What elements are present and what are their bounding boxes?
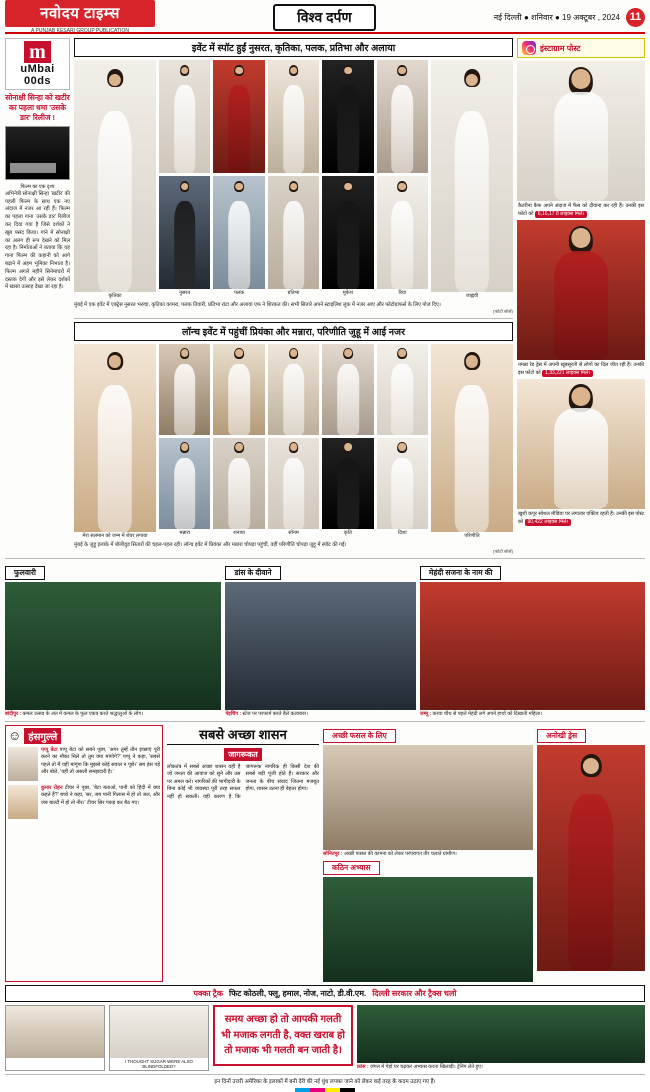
left-headline: सोनाक्षी सिन्हा को खटीर का पहला धमा 'उसके डार' रिलीज ! xyxy=(5,93,70,123)
footer-photo-caption xyxy=(357,1063,645,1071)
page-number-badge: 11 xyxy=(626,8,645,27)
photo-extra xyxy=(377,438,428,529)
ad-strip-right: दिल्ली सरकार और ट्रैक्स चलो xyxy=(372,989,457,999)
top-photo-collage xyxy=(74,60,513,300)
page-title: विश्व दर्पण xyxy=(273,4,376,31)
feature-photo-2 xyxy=(225,582,415,710)
logo-word-2: 00ds xyxy=(23,75,52,87)
feature-caption-1 xyxy=(5,710,221,718)
edition-date: नई दिल्ली ● शनिवार ● 19 अक्टूबर , 2024 xyxy=(493,12,620,22)
caption-kritika: कृतिका xyxy=(108,293,122,299)
caption-rakul: मेरा सलमान को जन्म में शेयर लगाया xyxy=(82,533,148,540)
feature-caption-lead-3: जम्मू : xyxy=(419,711,432,718)
insta-caption-text-2: तमन्ना रेड ड्रेस में अपनी खूबसूरती से लोगों का दिल जीत रही हैं। उनकी इस फोटो को xyxy=(518,362,644,376)
insta-photo-3 xyxy=(517,379,645,509)
instagram-title: इंस्टाग्राम पोस्ट xyxy=(540,43,581,53)
main-grid xyxy=(5,38,645,555)
bottom-photo-column xyxy=(323,725,645,983)
humor-box xyxy=(5,725,163,983)
left-photo xyxy=(5,126,70,180)
feature-photo-3 xyxy=(420,582,645,710)
photo-priyanka xyxy=(159,438,210,529)
masthead xyxy=(5,4,645,34)
photo-mannara xyxy=(159,344,210,435)
feature-heading-1: फुलवारी xyxy=(5,566,45,580)
feature-caption-text-1: कमल उत्सव के अंत में कमल के फूल एकत्र करते श्रद्धालुओं के लोग। xyxy=(22,711,144,718)
caption-mukesh: मुकेश xyxy=(342,290,354,296)
bottom-caption-text-1: अच्छी फसल की कामना को लेकर परंपरागत तीर चलाते ग्रामीण। xyxy=(343,850,457,857)
joke-text-1: पप्पू बेटा को सबने पूछा, 'अगर तुम्हें तीन इच्छाएं पूरी करने का मौका मिले तो तुम क्या मांगोगे?' पप्पू ने कहा, 'सबसे पहले तो मैं यही मांगूंगा कि मुझसे कोई सवाल न पूछे।' सब हंस पड़े और बोले, 'यही तो असली समझदारी है।' xyxy=(41,746,160,776)
masthead-logo xyxy=(5,0,155,34)
publication-logo: नवोदय टाइम्स xyxy=(5,0,155,27)
insta-likes-3: 90,422 लाइक्स मिले। xyxy=(525,519,572,527)
insta-photo-1 xyxy=(517,61,645,201)
top-blurb: मुंबई में एक इवेंट में एक्ट्रेस नुसरत भरुचा, कृतिका कामरा, पलक तिवारी, प्रतिभा रांटा और अलाया एफ ने शिरकत की। सभी सितारे अपने स्टाइलिश लुक में नजर आए और फोटोग्राफर्स के लिए पोज दिए। xyxy=(74,301,441,308)
caption-janhvi: जाह्नवी xyxy=(465,293,479,299)
photo-sonam xyxy=(268,344,319,435)
instagram-header xyxy=(517,38,645,58)
mumbai-moods-logo xyxy=(5,38,70,90)
caption-pratibha: प्रतिभा xyxy=(287,290,300,296)
caption-parineeti: परिणीति xyxy=(464,533,480,540)
governance-body: लोकतंत्र में सबसे अच्छा शासन वही है जो जनता की आवाज को सुने और उस पर अमल करे। नागरिकों की भागीदारी के बिना कोई भी व्यवस्था पूरी तरह सफल नहीं हो सकती। यही कारण है कि जागरूक नागरिक ही किसी देश की सबसे बड़ी पूंजी होते हैं। सरकार और जनता के बीच संवाद जितना मजबूत होगा, शासन उतना ही बेहतर होगा। xyxy=(167,763,319,801)
smiley-icon: ☺ xyxy=(8,728,22,744)
bottom-photo-2 xyxy=(537,745,645,971)
footer-caption-text: जंगल में पेड़ों पर चढ़कर अभ्यास करता खिलाड़ी। ट्रेनिंग लेते हुए। xyxy=(369,1064,483,1071)
mid-strip-2 xyxy=(159,438,428,529)
feature-heading-2: डांस के दीवाने xyxy=(225,566,280,580)
photo-actor-4 xyxy=(322,176,373,289)
photo-mouni xyxy=(213,438,264,529)
photo-actor-1 xyxy=(159,176,210,289)
photo-actor-3 xyxy=(268,176,319,289)
caption-mannara: मन्नारा xyxy=(179,530,190,537)
governance-subtitle: जागरूकत xyxy=(224,748,261,761)
insta-caption-1 xyxy=(517,201,645,220)
top-strip-2 xyxy=(159,176,428,289)
insta-likes-1: 6,16,17 8 लाइक्स मिले। xyxy=(535,211,587,219)
caption-kriti: कृति xyxy=(343,530,352,537)
feature-caption-lead-1: बांदीपुर : xyxy=(5,711,22,718)
bottom-heading-2: अनोखी ड्रेस xyxy=(537,729,586,743)
governance-column xyxy=(167,725,319,983)
joke-2 xyxy=(41,785,160,819)
joke-text-2: टीचर ने पूछा, 'बेटा बताओ, पानी को हिंदी में क्या कहते हैं?' बच्चे ने कहा, 'सर, जब पानी गिलास में हो तो जल, और जब बाल्टी में हो तो नीर।' टीचर सिर पकड़ कर बैठ गए। xyxy=(41,784,160,806)
bottom-heading-3: कठिन अभ्यास xyxy=(323,861,380,875)
mid-blurb: मुंबई के जुहू इलाके में बॉलीवुड सितारों की चहल-पहल रही। लॉन्च इवेंट में प्रियंका और मन्नारा चोपड़ा पहुंचीं, वहीं परिणीति चोपड़ा जुहू में स्पॉट की गईं। xyxy=(74,541,347,548)
caption-nusrat: नुसरत xyxy=(179,290,191,296)
mid-section-heading: लॉन्च इवेंट में पहुंचीं प्रियंका और मन्नारा, परिणीति जुहू में आई नजर xyxy=(74,322,513,341)
instagram-icon xyxy=(522,41,536,55)
feature-caption-text-2: स्टेज पर परफार्म करते बैले कलाकार। xyxy=(242,711,309,718)
humor-illustration-2 xyxy=(8,785,38,819)
footer-note: इन दिनों उत्तरी अमेरिका के इलाकों में बनी देरी की नई धुंध लपका जाने को लेकर कई तरह के कदम उठाए गए हैं। xyxy=(5,1074,645,1085)
footer-photo-wrap xyxy=(357,1005,645,1071)
left-body-text: अभिनेत्री सोनाक्षी सिन्हा ‘खटीर’ की पहली फिल्म के साथ एक नए अंदाज में नजर आ रही हैं। फिल्म का पहला गाना ‘उसके डार’ रिलीज कर दिया गया है जिसे दर्शकों ने खूब पसंद किया। गाने में सोनाक्षी का अलग ही रूप देखने को मिल रहा है। निर्माताओं ने बताया कि यह गाना फिल्म की कहानी को आगे बढ़ाने में अहम भूमिका निभाता है। फिल्म अगले महीने सिनेमाघरों में दस्तक देगी और इसे लेकर दर्शकों में खासा उत्साह देखा जा रहा है। xyxy=(5,190,70,291)
logo-letter-m: m xyxy=(24,41,51,63)
photo-alaya xyxy=(322,60,373,173)
photo-pratibha xyxy=(268,60,319,173)
photo-janhvi xyxy=(431,60,513,292)
footer-photo xyxy=(357,1005,645,1063)
caption-riya: रिया xyxy=(398,290,407,296)
caption-disha: दिशा xyxy=(398,530,407,537)
left-column xyxy=(5,38,70,555)
cartoon-caption: I THOUGHT SUGAR WERE ALSO BLINDFOLDED? xyxy=(125,1059,193,1070)
bottom-photo-3 xyxy=(323,877,533,982)
top-section-heading: इवेंट में स्पॉट हुईं नुसरत, कृतिका, पलक, प्रतिभा और अलाया xyxy=(74,38,513,57)
photo-shanaya xyxy=(213,344,264,435)
main-column xyxy=(74,38,513,555)
feature-caption-3 xyxy=(420,710,645,718)
insta-caption-3 xyxy=(517,509,645,528)
lower-grid xyxy=(5,725,645,983)
caption-shanaya: शनाया xyxy=(233,530,245,537)
top-credit: (फोटो सोर्स) xyxy=(493,309,513,315)
humor-title: हंसगुल्ले xyxy=(24,728,61,744)
caption-sonam: सोनम xyxy=(288,530,299,537)
photo-parineeti xyxy=(431,344,513,532)
logo-word-1: uMbai xyxy=(20,63,55,75)
mid-credit: (फोटो सोर्स) xyxy=(493,549,513,555)
top-strip-1 xyxy=(159,60,428,173)
humor-column xyxy=(5,725,163,983)
photo-kriti xyxy=(322,344,373,435)
ad-strip-left: पक्का ट्रैक xyxy=(193,989,223,999)
ad-strip-items: फिट कोठली, फ्लू, हमाल, नोज, नाटो, डी.वी.एम. xyxy=(229,989,367,999)
photo-palak xyxy=(213,60,264,173)
feature-caption-lead-2: पेइचिंग : xyxy=(225,711,242,718)
insta-photo-2 xyxy=(517,220,645,360)
humor-illustration-1 xyxy=(8,747,38,781)
color-registration-bar xyxy=(295,1088,355,1092)
cartoon-box-2 xyxy=(109,1005,209,1071)
feature-heading-3: मेहंदी सजना के नाम की xyxy=(420,566,502,580)
left-photo-caption: फिल्म का एक दृश्य xyxy=(20,184,55,191)
joke-name-1: पप्पू बेटा xyxy=(41,746,58,753)
photo-actor-5 xyxy=(377,176,428,289)
joke-name-2: कुमार रोहन xyxy=(41,784,63,791)
bottom-photo-1 xyxy=(323,745,533,850)
joke-1 xyxy=(41,747,160,781)
mid-strip-1 xyxy=(159,344,428,435)
feature-caption-text-3: करवा चौथ से पहले मेहंदी लगे अपने हाथों को दिखाती महिला। xyxy=(432,711,543,718)
photo-rakul xyxy=(74,344,156,532)
insta-caption-text-3: खुशी कपूर सोशल मीडिया पर लगातार एक्टिव रहती हैं। उनकी इस पोस्ट को xyxy=(518,511,644,525)
right-column xyxy=(517,38,645,555)
photo-actor-2 xyxy=(213,176,264,289)
quote-box: समय अच्छा हो तो आपकी गलती भी मजाक लगती है, वक्त खराब हो तो मजाक भी गलती बन जाती है। xyxy=(213,1005,353,1066)
cartoon-box-1 xyxy=(5,1005,105,1071)
photo-disha xyxy=(377,344,428,435)
mid-photo-collage xyxy=(74,344,513,540)
feature-photo-row xyxy=(5,562,645,718)
insta-caption-2 xyxy=(517,360,645,379)
governance-title: सबसे अच्छा शासन xyxy=(167,725,319,745)
edition-info xyxy=(494,8,645,27)
bottom-caption-lead-1: सोनितपुर : xyxy=(323,850,343,857)
insta-caption-text-1: कैटरीना कैफ अपने अंदाज में फैंस को दीवाना कर रही हैं। उनकी इस फोटो को xyxy=(518,203,644,217)
footer-caption-lead: फ्रांस : xyxy=(357,1064,369,1071)
insta-likes-2: 1,33,221 लाइक्स मिले। xyxy=(542,370,593,378)
photo-riya xyxy=(377,60,428,173)
photo-nikki xyxy=(268,438,319,529)
feature-caption-2 xyxy=(225,710,415,718)
bottom-caption-1 xyxy=(323,850,533,858)
feature-photo-1 xyxy=(5,582,221,710)
bottom-heading-1: अच्छी फसल के लिए xyxy=(323,729,396,743)
ad-strip[interactable] xyxy=(5,985,645,1002)
publication-subtitle: A PUNJAB KESARI GROUP PUBLICATION xyxy=(31,28,129,34)
caption-palak: पलक xyxy=(234,290,245,296)
footer-row xyxy=(5,1005,645,1071)
photo-kritika xyxy=(74,60,156,292)
photo-nusrat xyxy=(159,60,210,173)
photo-taapsee xyxy=(322,438,373,529)
